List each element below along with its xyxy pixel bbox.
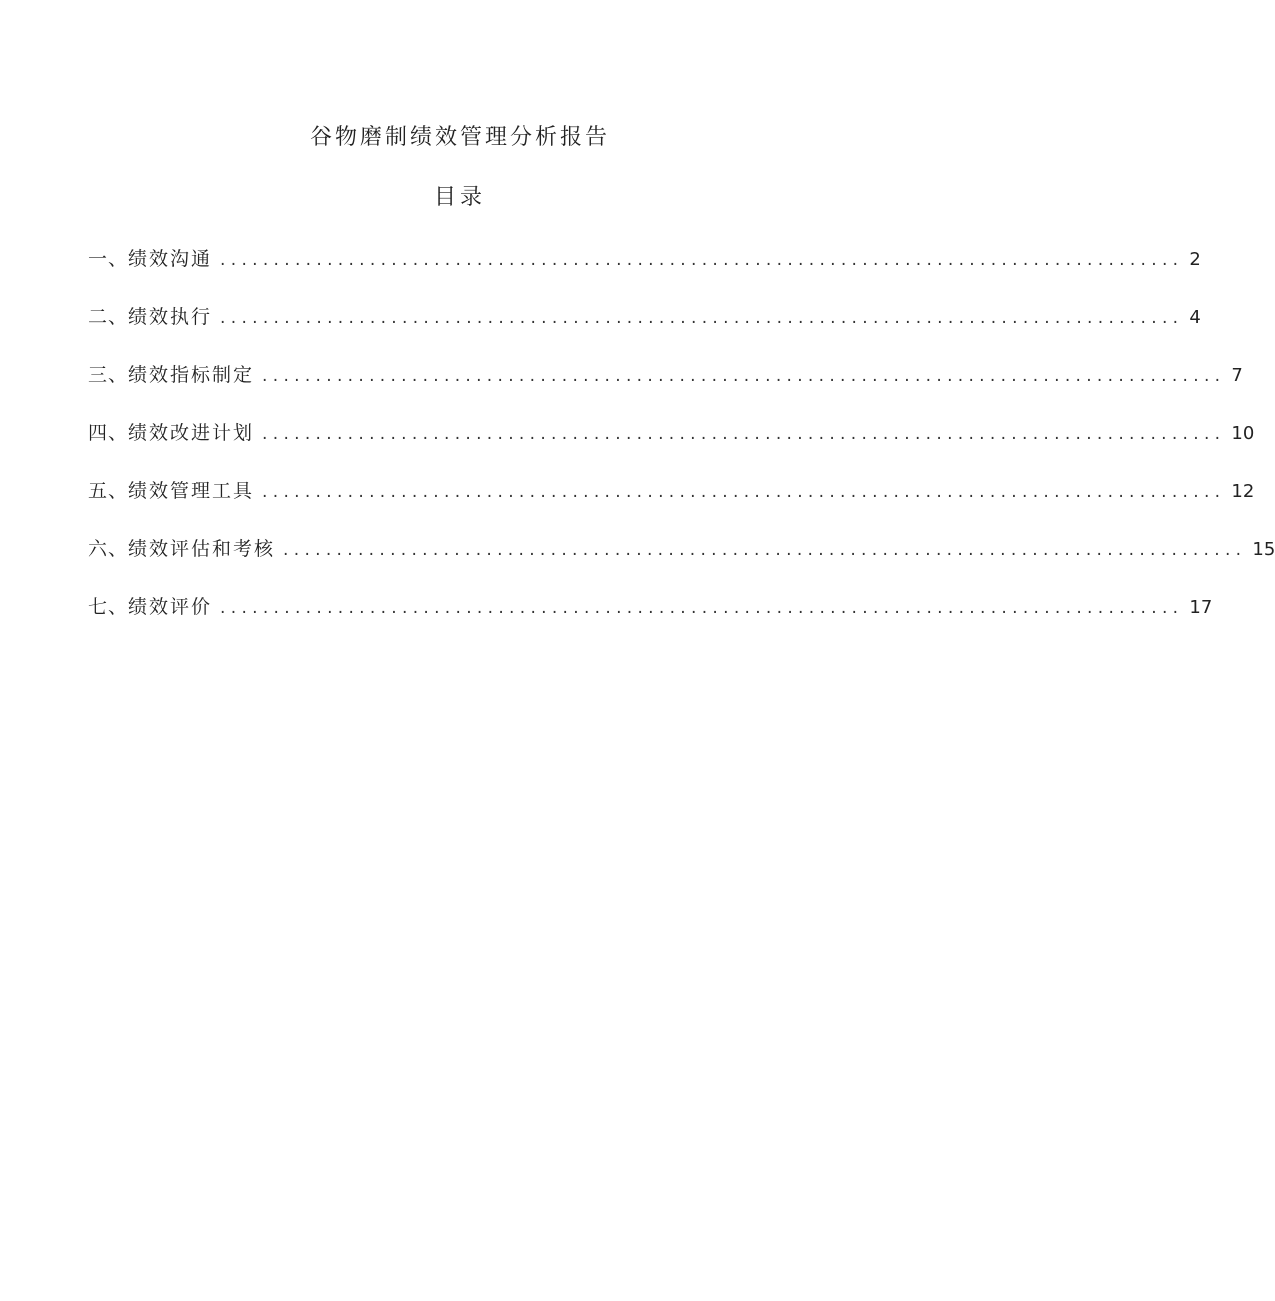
toc-entry-label: 绩效改进计划 xyxy=(128,422,255,444)
toc-entry[interactable] xyxy=(88,359,1243,417)
toc-entry-number: 六、 xyxy=(88,538,129,560)
toc-dot-leader: .......................................................................................... xyxy=(283,540,1247,560)
toc-entry-page: 4 xyxy=(1189,307,1201,328)
toc-dot-leader: .......................................................................................... xyxy=(220,598,1184,618)
toc-entry[interactable] xyxy=(88,243,1201,301)
toc-entry[interactable] xyxy=(88,533,1275,591)
toc-dot-leader: .......................................................................................... xyxy=(220,250,1184,270)
toc-entry[interactable] xyxy=(88,301,1201,359)
toc-entry-page: 2 xyxy=(1189,249,1201,270)
table-of-contents xyxy=(88,243,1275,649)
toc-entry-label: 绩效管理工具 xyxy=(128,480,255,502)
toc-entry-label: 绩效指标制定 xyxy=(128,364,255,386)
toc-dot-leader: .......................................................................................... xyxy=(220,308,1184,328)
toc-entry-label: 绩效执行 xyxy=(128,306,213,328)
toc-entry-page: 15 xyxy=(1252,539,1275,560)
toc-entry-number: 二、 xyxy=(88,306,129,328)
toc-entry-number: 四、 xyxy=(88,422,129,444)
toc-dot-leader: .......................................................................................... xyxy=(262,366,1226,386)
toc-entry-page: 10 xyxy=(1231,423,1255,444)
toc-entry-number: 七、 xyxy=(88,596,129,618)
toc-heading: 目录 xyxy=(433,185,486,210)
toc-entry-label: 绩效沟通 xyxy=(128,248,213,270)
toc-entry-label: 绩效评估和考核 xyxy=(128,538,276,560)
toc-entry-label: 绩效评价 xyxy=(128,596,213,618)
document-title: 谷物磨制绩效管理分析报告 xyxy=(309,125,610,150)
toc-entry-number: 三、 xyxy=(88,364,129,386)
toc-entry-page: 7 xyxy=(1231,365,1243,386)
toc-dot-leader: .......................................................................................... xyxy=(262,482,1226,502)
toc-entry[interactable] xyxy=(88,417,1255,475)
toc-entry[interactable] xyxy=(88,475,1255,533)
toc-dot-leader: .......................................................................................... xyxy=(262,424,1226,444)
toc-entry-page: 17 xyxy=(1189,597,1213,618)
toc-entry-page: 12 xyxy=(1231,481,1255,502)
toc-entry-number: 一、 xyxy=(88,248,129,270)
toc-entry[interactable] xyxy=(88,591,1213,649)
toc-entry-number: 五、 xyxy=(88,480,129,502)
